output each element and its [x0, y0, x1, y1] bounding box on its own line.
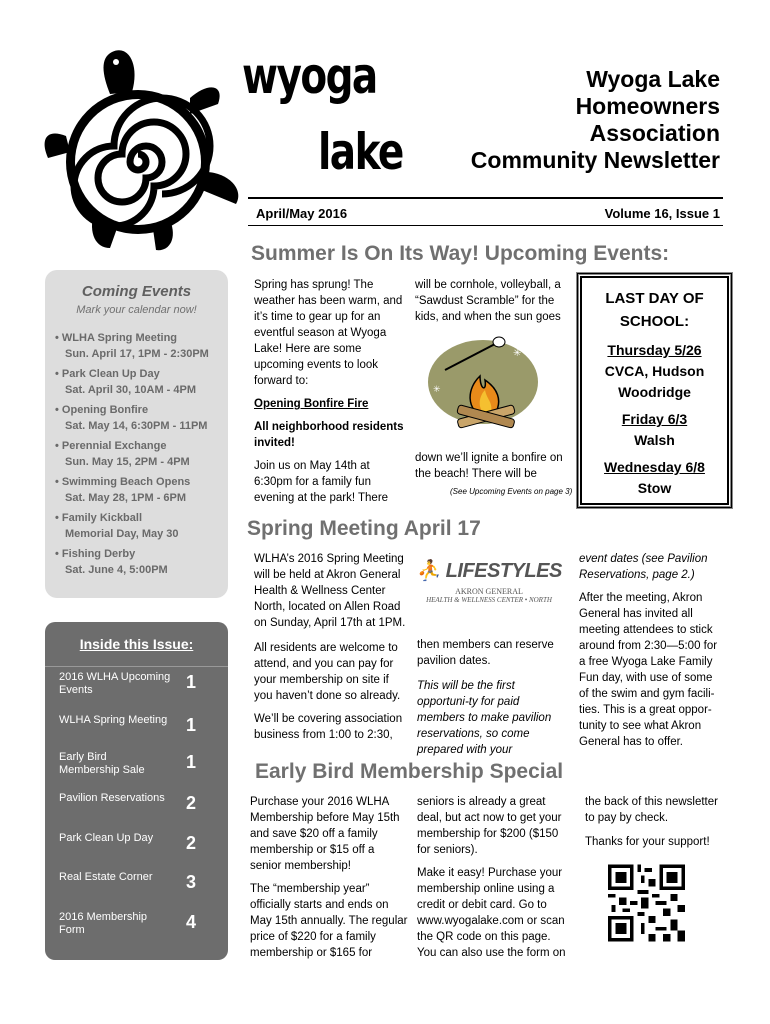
summer-col-2 [415, 277, 565, 332]
title-line-2: Homeowners [575, 93, 720, 119]
toc-divider [45, 666, 228, 667]
school-names-2: Walsh [634, 432, 675, 448]
event-item: • Fishing Derby Sat. June 4, 5:00PM [55, 548, 168, 576]
continue-note: (See Upcoming Events on page 3) [450, 487, 573, 496]
toc-entry-1[interactable]: 2016 WLHA Upcoming Events [59, 671, 171, 696]
spring-col-3 [579, 551, 724, 757]
summer-heading: Summer Is On Its Way! Upcoming Events: [251, 242, 670, 265]
newsletter-title [471, 66, 720, 174]
school-date-2: Friday 6/3 [621, 411, 688, 427]
last-day-of-school-box [580, 276, 729, 505]
campfire-illustration [425, 330, 540, 435]
toc-entry-7[interactable]: 2016 Membership Form [59, 911, 148, 936]
early-col3-p1: the back of this newsletter to pay by check. [585, 796, 718, 824]
school-names-1a: CVCA, Hudson [604, 363, 705, 379]
spring-p1: WLHA’s 2016 Spring Meeting will be held at Akron General Health & Wellness Center North, located on Allen Road on Sunday, April 17th at 1PM. [254, 553, 406, 629]
spring-col3-p1: event dates (see Pavilion Reservations, page 2.) [579, 553, 708, 581]
logo-word-lake: lake [318, 123, 403, 181]
early-col3-p2: Thanks for your support! [585, 836, 710, 848]
event-item: • Family Kickball Memorial Day, May 30 [55, 512, 179, 540]
svg-text:✳: ✳ [513, 348, 522, 359]
toc-page-6: 3 [186, 872, 197, 892]
toc-page-5: 2 [186, 833, 197, 853]
coming-events-title: Coming Events [81, 283, 192, 300]
top-rule [248, 197, 723, 199]
spring-heading: Spring Meeting April 17 [247, 517, 481, 540]
school-title-1: LAST DAY OF [605, 290, 704, 307]
school-date-1: Thursday 5/26 [607, 342, 702, 358]
lifestyles-sub2: HEALTH & WELLNESS CENTER • NORTH [426, 596, 552, 604]
early-bird-heading: Early Bird Membership Special [255, 760, 564, 783]
school-date-3: Wednesday 6/8 [604, 459, 705, 475]
school-names-1b: Woodridge [618, 384, 691, 400]
qr-code[interactable] [608, 863, 685, 943]
early-p1: Purchase your 2016 WLHA Membership before May 15th and save $20 off a family membership or $15 off a senior membership! [250, 796, 400, 872]
spring-col-2 [417, 637, 569, 765]
toc-entry-6[interactable]: Real Estate Corner [59, 871, 153, 883]
coming-events-box [45, 270, 228, 598]
toc-page-7: 4 [186, 912, 197, 932]
lifestyles-logo [414, 558, 564, 604]
bonfire-subhead: Opening Bonfire Fire [254, 398, 369, 410]
event-item: • Perennial Exchange Sun. May 15, 2PM - 4PM [55, 440, 190, 468]
toc-entry-5[interactable]: Park Clean Up Day [59, 832, 154, 844]
spring-col2-p1: then members can reserve pavilion dates. [417, 639, 554, 667]
inside-issue-title: Inside this Issue: [79, 636, 194, 652]
spring-col2-p2: This will be the first opportuni-ty for paid members to make pavilion reservations, so come prepared with your [417, 680, 552, 756]
toc-page-4: 2 [186, 793, 197, 813]
spring-p2: All residents are welcome to attend, and you can pay for your membership on site if you haven’t done so already. [254, 642, 401, 702]
event-item: • Park Clean Up Day Sat. April 30, 10AM - 4PM [55, 368, 197, 396]
school-names-3: Stow [637, 480, 672, 496]
bonfire-details: Join us on May 14th at 6:30pm for a family fun evening at the park! There [254, 460, 389, 504]
toc-entry-4[interactable]: Pavilion Reservations [59, 792, 165, 804]
summer-col2-text: will be cornhole, volleyball, a “Sawdust Scramble” for the kids, and when the sun goes [415, 279, 561, 323]
school-title-2: SCHOOL: [619, 313, 690, 330]
title-line-1: Wyoga Lake [586, 66, 720, 92]
bottom-rule [248, 225, 723, 226]
title-line-3: Association [589, 120, 720, 146]
early-col2-p1: seniors is already a great deal, but act now to get your membership for $200 ($150 for seniors). [417, 796, 562, 856]
event-item: • Swimming Beach Opens Sat. May 28, 1PM - 6PM [55, 476, 191, 504]
toc-page-2: 1 [186, 715, 197, 735]
lifestyles-wordmark: ⛹ LIFESTYLES [416, 560, 562, 582]
summer-intro: Spring has sprung! The weather has been warm, and it’s time to gear up for an eventful season at Wyoga Lake! Here are some upcoming events to look forward to: [254, 279, 403, 387]
summer-col-2b [415, 450, 565, 489]
bonfire-invite: All neighborhood residents invited! [254, 421, 404, 449]
turtle-logo [40, 44, 245, 254]
toc-page-3: 1 [186, 752, 197, 772]
toc-entry-3[interactable]: Early Bird Membership Sale [59, 751, 145, 776]
early-p2: The “membership year” officially starts and ends on May 15th annually. The regular price of $220 for a family membership or $165 for [250, 883, 408, 959]
issue-date: April/May 2016 [256, 206, 348, 221]
spring-p3: We’ll be covering association business from 1:00 to 2:30, [254, 713, 403, 741]
spring-col3-p2: After the meeting, Akron General has invited all meeting attendees to stick around from 2:30—5:00 for a free Wyoga Lake Family Fun day, with use of some of the swim and gym facili-ties. This is a great oppor-tunity to see what Akron General has to offer. [579, 592, 718, 748]
runner-icon: ⛹ [416, 560, 441, 582]
lifestyles-sub1: AKRON GENERAL [455, 587, 523, 596]
early-col2-p2: Make it easy! Purchase your membership online using a credit or debit card. Go to www.wyogalake.com or scan the QR code on this page. You can also use the form on [417, 867, 566, 959]
early-col-1 [250, 794, 408, 968]
event-item: • WLHA Spring Meeting Sun. April 17, 1PM - 2:30PM [55, 332, 209, 360]
logo-word-wyoga: wyoga [242, 47, 377, 105]
summer-col2-text-b: down we’ll ignite a bonfire on the beach! There will be [415, 452, 563, 480]
title-line-4: Community Newsletter [470, 147, 720, 173]
issue-volume: Volume 16, Issue 1 [604, 206, 720, 221]
events-list [55, 330, 225, 582]
school-box-content [582, 288, 727, 499]
toc-entry-2[interactable]: WLHA Spring Meeting [59, 714, 168, 726]
toc-page-1: 1 [186, 672, 197, 692]
early-col-3 [585, 794, 725, 857]
early-col-2 [417, 794, 572, 968]
event-item: • Opening Bonfire Sat. May 14, 6:30PM - 11PM [55, 404, 208, 432]
coming-events-subtitle: Mark your calendar now! [76, 304, 197, 316]
summer-col-1 [254, 277, 404, 513]
spring-col-1 [254, 551, 409, 750]
svg-text:✳: ✳ [433, 385, 441, 395]
